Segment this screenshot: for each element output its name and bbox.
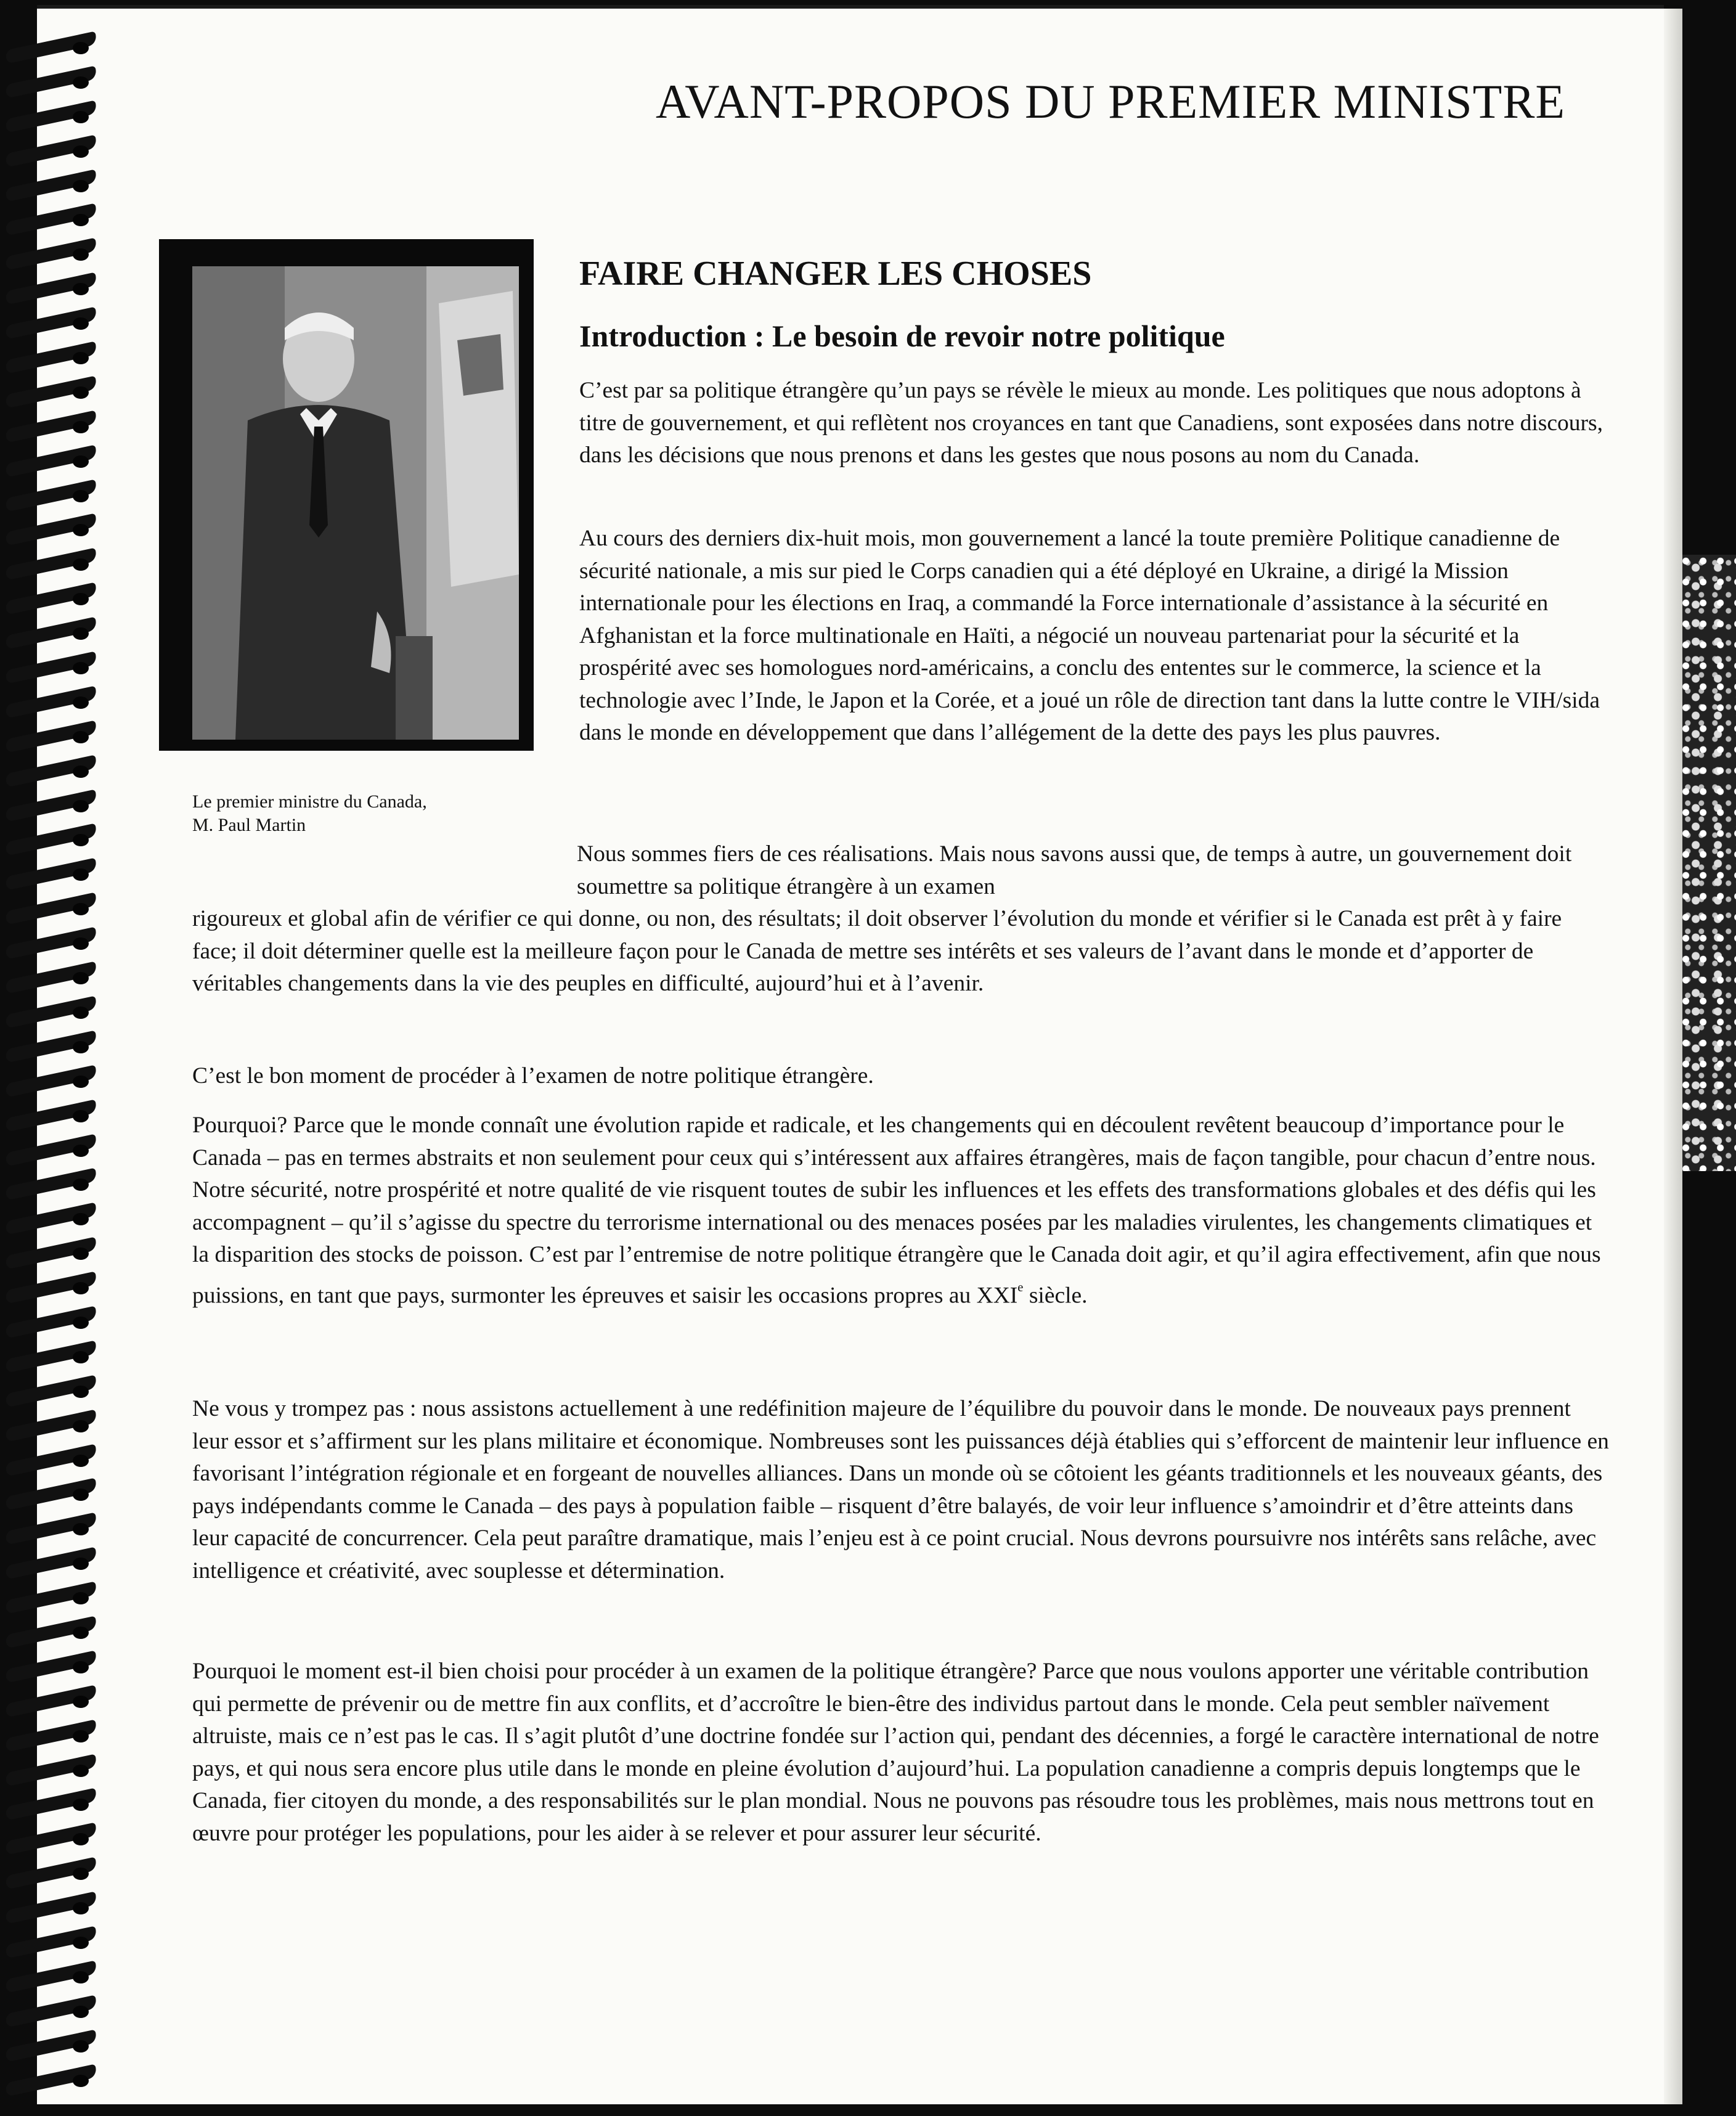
paragraph: Nous sommes fiers de ces réalisations. Mais nous savons aussi que, de temps à autre, un gouvernement doit soumettre sa politique étrangère à un examen <box>577 841 1572 899</box>
binding-coil <box>0 1587 105 1613</box>
binding-coil <box>0 1656 105 1682</box>
binding-coil <box>0 312 105 338</box>
binding-coil <box>0 898 105 924</box>
binding-coil <box>0 692 105 717</box>
binding-coil <box>0 726 105 752</box>
binding-coil <box>0 1036 105 1062</box>
binding-coil <box>0 1932 105 1958</box>
binding-coil <box>0 1966 105 1992</box>
subsection-title: Introduction : Le besoin de revoir notre politique <box>579 319 1225 353</box>
paragraph <box>192 1109 1610 1312</box>
binding-coil <box>0 1553 105 1579</box>
binding-coil <box>0 864 105 889</box>
binding-coil <box>0 1725 105 1751</box>
portrait-illustration <box>192 266 519 740</box>
binding-coil <box>0 1450 105 1476</box>
binding-coil <box>0 416 105 442</box>
binding-coil <box>0 347 105 373</box>
caption-line: Le premier ministre du Canada, <box>192 791 427 812</box>
spiral-binding <box>0 37 111 2096</box>
binding-coil <box>0 1794 105 1820</box>
binding-coil <box>0 1863 105 1889</box>
binding-coil <box>0 278 105 304</box>
binding-coil <box>0 1243 105 1268</box>
binding-coil <box>0 1140 105 1166</box>
binding-coil <box>0 243 105 269</box>
paragraph-text: siècle. <box>1023 1283 1088 1309</box>
binding-coil <box>0 588 105 614</box>
binding-coil <box>0 657 105 683</box>
prime-minister-photo <box>192 266 519 740</box>
caption-line: M. Paul Martin <box>192 815 306 835</box>
binding-coil <box>0 382 105 407</box>
binding-coil <box>0 1518 105 1544</box>
paragraph: C’est le bon moment de procéder à l’examen de notre politique étrangère. <box>192 1063 874 1089</box>
paragraph-continuation: rigoureux et global afin de vérifier ce qui donne, ou non, des résultats; il doit observer l’évolution du monde et vérifier si le Canada est prêt à y faire face; il doit déterminer quelle est la meilleure façon pour le Canada de mettre ses intérêts et ses valeurs de l’avant dans le monde et d’apporter de véritables changements dans la vie des peuples en difficulté, aujourd’hui et à l’avenir. <box>192 906 1562 996</box>
binding-coil <box>0 1828 105 1854</box>
binding-coil <box>0 554 105 579</box>
paragraph-text: Pourquoi? Parce que le monde connaît une évolution rapide et radicale, et les changements qui en découlent revêtent beaucoup d’importance pour le Canada – pas en termes abstraits et non seulement pour ceux qui s’intéressent aux affaires étrangères, mais de façon tangible, pour chacun d’entre nous. Notre sécurité, notre prospérité et notre qualité de vie risquent toutes de subir les influences et les effets des transformations globales et des défis qui les accompagnent – qu’il s’agisse du spectre du terrorisme international ou des menaces posées par les maladies virulentes, les changements climatiques et la disparition des stocks de poisson. C’est par l’entremise de notre politique étrangère que le Canada doit agir, et qu’il agira effectivement, afin que nous puissions, en tant que pays, surmonter les épreuves et saisir les occasions propres au XXI <box>192 1113 1601 1309</box>
paragraph: Ne vous y trompez pas : nous assistons actuellement à une redéfinition majeure de l’équilibre du pouvoir dans le monde. De nouveaux pays prennent leur essor et s’affirment sur les plans militaire et économique. Nombreuses sont les puissances déjà établies qui s’efforcent de maintenir leur influence en favorisant l’intégration régionale et en forgeant de nouvelles alliances. Dans un monde où se côtoient les géants traditionnels et les nouveaux géants, des pays indépendants comme le Canada – des pays à population faible – risquent d’être balayés, de voir leur influence s’amoindrir et d’être atteints dans leur capacité de concurrencer. Cela peut paraître dramatique, mais l’enjeu est à ce point crucial. Nous devrons poursuivre nos intérêts sans relâche, avec intelligence et créativité, avec souplesse et détermination. <box>192 1396 1609 1583</box>
binding-coil <box>0 2070 105 2096</box>
binding-coil <box>0 1105 105 1131</box>
binding-coil <box>0 1484 105 1509</box>
binding-coil <box>0 1174 105 1199</box>
binding-coil <box>0 933 105 958</box>
paragraph: C’est par sa politique étrangère qu’un pays se révèle le mieux au monde. Les politiques que nous adoptons à titre de gouvernement, et qui reflètent nos croyances en tant que Canadiens, sont exposées dans notre discours, dans les décisions que nous prenons et dans les gestes que nous posons au nom du Canada. <box>579 378 1603 468</box>
binding-coil <box>0 2001 105 2027</box>
binding-coil <box>0 761 105 786</box>
binding-coil <box>0 1208 105 1234</box>
section-title: FAIRE CHANGER LES CHOSES <box>579 255 1092 293</box>
binding-coil <box>0 175 105 201</box>
binding-coil <box>0 209 105 235</box>
binding-coil <box>0 1002 105 1027</box>
binding-coil <box>0 1897 105 1923</box>
binding-coil <box>0 967 105 993</box>
paragraph: Au cours des derniers dix-huit mois, mon gouvernement a lancé la toute première Politique canadienne de sécurité nationale, a mis sur pied le Corps canadien qui a été déployé en Ukraine, a dirigé la Mission internationale pour les élections en Iraq, a commandé la Force internationale d’assistance à la sécurité en Afghanistan et la force multinationale en Haïti, a négocié un nouveau partenariat pour la sécurité et la prospérité avec ses homologues nord-américains, a conclu des ententes sur le commerce, la science et la technologie avec l’Inde, le Japon et la Corée, et a joué un rôle de direction tant dans la lutte contre le VIH/sida dans le monde en développement que dans l’allégement de la dette des pays les plus pauvres. <box>579 526 1600 745</box>
binding-coil <box>0 1346 105 1372</box>
page-title: AVANT-PROPOS DU PREMIER MINISTRE <box>655 75 1565 128</box>
binding-coil <box>0 1381 105 1407</box>
binding-coil <box>0 1277 105 1303</box>
binding-coil <box>0 451 105 476</box>
binding-coil <box>0 795 105 821</box>
binding-coil <box>0 1312 105 1338</box>
page-edge-texture <box>1682 555 1736 1171</box>
binding-coil <box>0 141 105 166</box>
binding-coil <box>0 1622 105 1648</box>
binding-coil <box>0 2035 105 2061</box>
binding-coil <box>0 1415 105 1441</box>
binding-coil <box>0 37 105 63</box>
binding-coil <box>0 106 105 132</box>
binding-coil <box>0 1071 105 1097</box>
binding-coil <box>0 519 105 545</box>
binding-coil <box>0 1691 105 1717</box>
superscript: e <box>1017 1280 1024 1294</box>
binding-coil <box>0 71 105 97</box>
binding-coil <box>0 1760 105 1786</box>
paragraph: Pourquoi le moment est-il bien choisi pour procéder à un examen de la politique étrangère? Parce que nous voulons apporter une véritable contribution qui permette de prévenir ou de mettre fin aux conflits, et d’accroître le bien-être des individus partout dans le monde. Cela peut sembler naïvement altruiste, mais ce n’est pas le cas. Il s’agit plutôt d’une doctrine fondée sur l’action qui, pendant des décennies, a forgé le caractère international de notre pays, et qui nous sera encore plus utile dans le monde en pleine évolution d’aujourd’hui. La population canadienne a compris depuis longtemps que le Canada, fier citoyen du monde, a des responsabilités sur le plan mondial. Nous ne pouvons pas résoudre tous les problèmes, mais nous mettrons tout en œuvre pour protéger les populations, pour les aider à se relever et pour assurer leur sécurité. <box>192 1659 1599 1846</box>
binding-coil <box>0 829 105 855</box>
photo-caption <box>192 790 537 837</box>
binding-coil <box>0 485 105 511</box>
binding-coil <box>0 623 105 648</box>
